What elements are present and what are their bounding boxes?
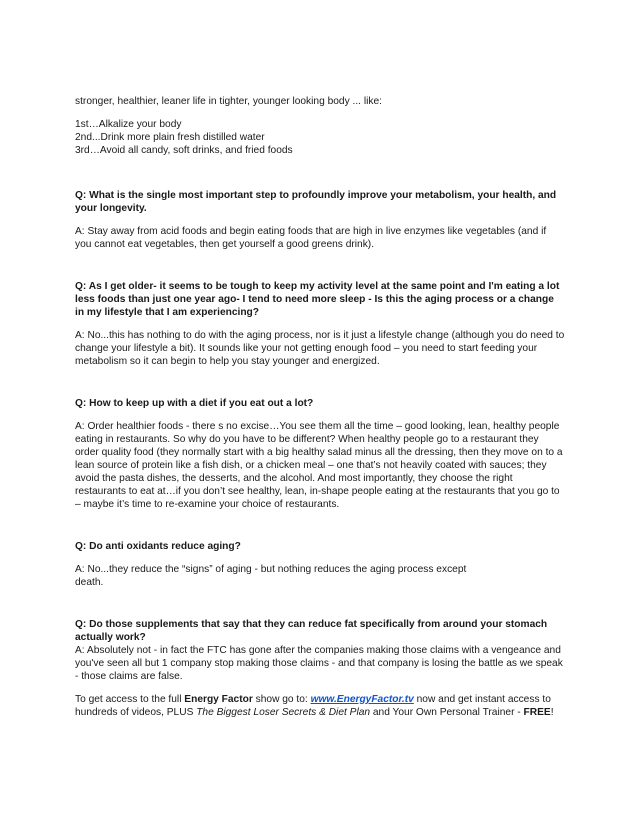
step-item: 3rd…Avoid all candy, soft drinks, and fried foods — [75, 145, 293, 156]
brand-name: Energy Factor — [184, 694, 253, 705]
faq-question: Q: What is the single most important step to profoundly improve your metabolism, your health, and your longevity. — [75, 190, 557, 214]
faq-answer: A: Absolutely not - in fact the FTC has gone after the companies making those claims with a vengeance and you've seen all but 1 company stop making those claims - and that company is losing the battle as we speak - those claims are false. — [75, 645, 563, 682]
energy-factor-link[interactable]: www.EnergyFactor.tv — [310, 694, 414, 705]
faq-answer: A: Stay away from acid foods and begin eating foods that are high in live enzymes like vegetables (and if you cannot eat vegetables, then get yourself a good greens drink). — [75, 226, 547, 250]
faq-answer: A: No...they reduce the “signs” of aging - but nothing reduces the aging process except death. — [75, 564, 467, 588]
faq-answer: A: No...this has nothing to do with the aging process, nor is it just a lifestyle change (although you do need to change your lifestyle a bit). It sounds like your not getting enough food – you need to start feeding your metabolism so it can begin to help you stay younger and energized. — [75, 330, 565, 367]
faq-item — [75, 189, 565, 251]
faq-item — [75, 618, 565, 683]
closing-text: To get access to the full — [75, 694, 185, 705]
faq-item — [75, 280, 565, 368]
steps-list — [75, 118, 565, 157]
free-label: FREE — [523, 707, 551, 718]
faq-question: Q: Do those supplements that say that they can reduce fat specifically from around your stomach actually work? — [75, 619, 548, 643]
faq-question: Q: Do anti oxidants reduce aging? — [75, 541, 241, 552]
closing-text: show go to: — [252, 694, 311, 705]
document-body — [75, 95, 565, 719]
intro-line: stronger, healthier, leaner life in tighter, younger looking body ... like: — [75, 96, 382, 107]
faq-question: Q: As I get older- it seems to be tough to keep my activity level at the same point and I'm eating a lot less foods than just one year ago- I tend to need more sleep - Is this the aging process or a change in my lifestyle that I am experiencing? — [75, 281, 560, 318]
closing-text: now and get instant access to hundreds of videos, PLUS — [75, 694, 551, 718]
step-item: 2nd...Drink more plain fresh distilled water — [75, 132, 265, 143]
closing-text: ! — [550, 707, 554, 718]
book-title: The Biggest Loser Secrets & Diet Plan — [196, 707, 371, 718]
faq-item — [75, 397, 565, 511]
step-item: 1st…Alkalize your body — [75, 119, 182, 130]
faq-item — [75, 540, 565, 589]
faq-answer: A: Order healthier foods - there s no excise…You see them all the time – good looking, lean, healthy people eating in restaurants. So why do you have to be different? When healthy people go to a restaurant they order quality food (they normally start with a big healthy salad minus all the dressing, then they move on to a lean source of protein like a fish dish, or a chicken meal – one that’s not heavily coated with sauces; they avoid the pasta dishes, the desserts, and the alcohol. And most importantly, they choose the right restaurants to eat at…if you don’t see healthy, lean, in-shape people eating at the restaurants that you go to – maybe it’s time to re-examine your choice of restaurants. — [75, 421, 563, 510]
closing-text: and Your Own Personal Trainer - — [370, 707, 524, 718]
faq-question: Q: How to keep up with a diet if you eat out a lot? — [75, 398, 314, 409]
closing-paragraph — [75, 693, 565, 719]
